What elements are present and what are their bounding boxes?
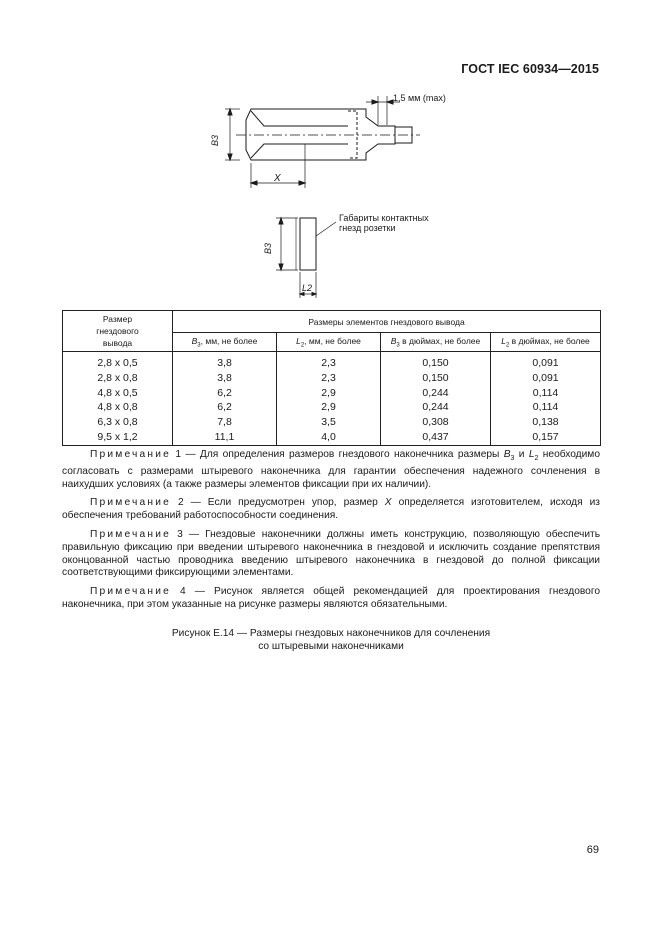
gauge-label-line2: гнезд розетки [339,223,396,233]
dim-l2: L2 [302,283,313,293]
table-cell: 6,2 [217,386,232,399]
leader-line [316,222,336,236]
note-2: Примечание 2 — Если предусмотрен упор, размер X определяется изготовителем, исходя из обеспечения требований работоспособности соединения. [62,497,600,522]
gauge-label-line1: Габариты контактных [339,213,429,223]
group-header: Размеры элементов гнездового вывода [173,311,601,333]
table-cell: 0,437 [422,430,449,443]
subheader-b3-in: $B_3$ в дюймах, не более [381,333,491,352]
table-cell: 9,5 x 1,2 [97,430,138,443]
dim-x: X [274,173,281,184]
note-label: Примечание [90,586,171,598]
note-1: Примечание 1 — Для определения размеров гнездового наконечника размеры $B_3$ и $L_2$ необходимо согласовать с размерами штыревого наконечника для гарантии обеспечения надежного сочленения в наихудших условиях (а также размеры элементов фиксации при их наличии). [62,449,600,490]
inner-crimp [348,111,357,158]
table-cell: 2,9 [321,386,336,399]
col-size-header-text: Размер гнездового вывода [96,314,139,348]
table-cell: 2,9 [321,401,336,414]
table-cell: 2,3 [321,371,336,384]
table-cell: 3,8 [217,357,232,369]
caption-line-1: Рисунок Е.14 — Размеры гнездовых наконечников для сочленения [171,628,491,639]
subheader-l2-in: $L_2$ в дюймах, не более [491,333,601,352]
col-b3-in-values [381,352,491,446]
standard-header: ГОСТ IEC 60934—2015 [461,62,599,76]
note-label: Примечание [90,449,171,460]
table-cell: 4,0 [321,430,336,443]
receptacle-body-outline [246,109,395,160]
note-label: Примечание [90,529,171,541]
table-cell: 3,5 [321,416,336,429]
page-number: 69 [586,844,599,856]
table-cell: 0,308 [422,416,449,429]
table-cell: 0,091 [532,357,559,369]
table-cell: 4,8 x 0,8 [97,401,138,414]
dimensions-table [62,310,601,446]
table-cell: 0,244 [422,386,449,399]
table-cell: 0,114 [532,386,559,399]
table-cell: 0,157 [532,430,559,443]
col-l2-mm-values [277,352,381,446]
col-b3-mm-values [173,352,277,446]
note-4: Примечание 4 — Рисунок является общей рекомендацией для проектирования гнездового наконечника, при этом указанные на рисунке размеры являются обязательными. [62,586,600,610]
table-cell: 0,138 [532,416,559,429]
col-size-header [63,311,173,352]
contact-gauge-outline [300,218,316,270]
table-cell: 7,8 [217,416,232,429]
dim-b3-lower: B3 [263,242,273,254]
figure-caption [62,628,600,654]
table-cell: 3,8 [217,371,232,384]
receptacle-drawing [0,0,661,310]
table-cell: 0,150 [422,357,449,369]
table-cell: 4,8 x 0,5 [97,386,138,399]
note-3: Примечание 3 — Гнездовые наконечники должны иметь конструкцию, позволяющую обеспечить правильную фиксацию при введении штыревого наконечника в гнездовой и исключить создание препятствия оконцованной частью проводника введению штыревого наконечника в гнездовой до полной фиксации соответствующими фиксирующими элементами. [62,529,600,579]
note-label: Примечание [90,497,171,509]
notes-section [62,449,600,618]
subheader-b3-mm: $B_3$, мм, не более [173,333,277,352]
col-l2-in-values [491,352,601,446]
table-cell: 0,244 [422,401,449,414]
inner-taper-top [251,111,348,126]
table-cell: 0,091 [532,371,559,384]
table-cell: 0,150 [422,371,449,384]
table-cell: 2,8 x 0,5 [97,357,138,369]
table-cell: 6,2 [217,401,232,414]
table-cell: 0,114 [532,401,559,414]
table-cell: 2,8 x 0,8 [97,371,138,384]
inner-taper-bottom [251,144,348,158]
col-size-values [63,352,173,446]
caption-line-2: со штыревыми наконечниками [258,640,404,652]
dim-b3-upper: B3 [210,134,220,146]
subheader-l2-mm: $L_2$, мм, не более [277,333,381,352]
table-cell: 2,3 [321,357,336,369]
table-cell: 6,3 x 0,8 [97,416,138,429]
table-cell: 11,1 [214,430,235,443]
dim-stop: 1,5 мм (max) [393,93,446,103]
